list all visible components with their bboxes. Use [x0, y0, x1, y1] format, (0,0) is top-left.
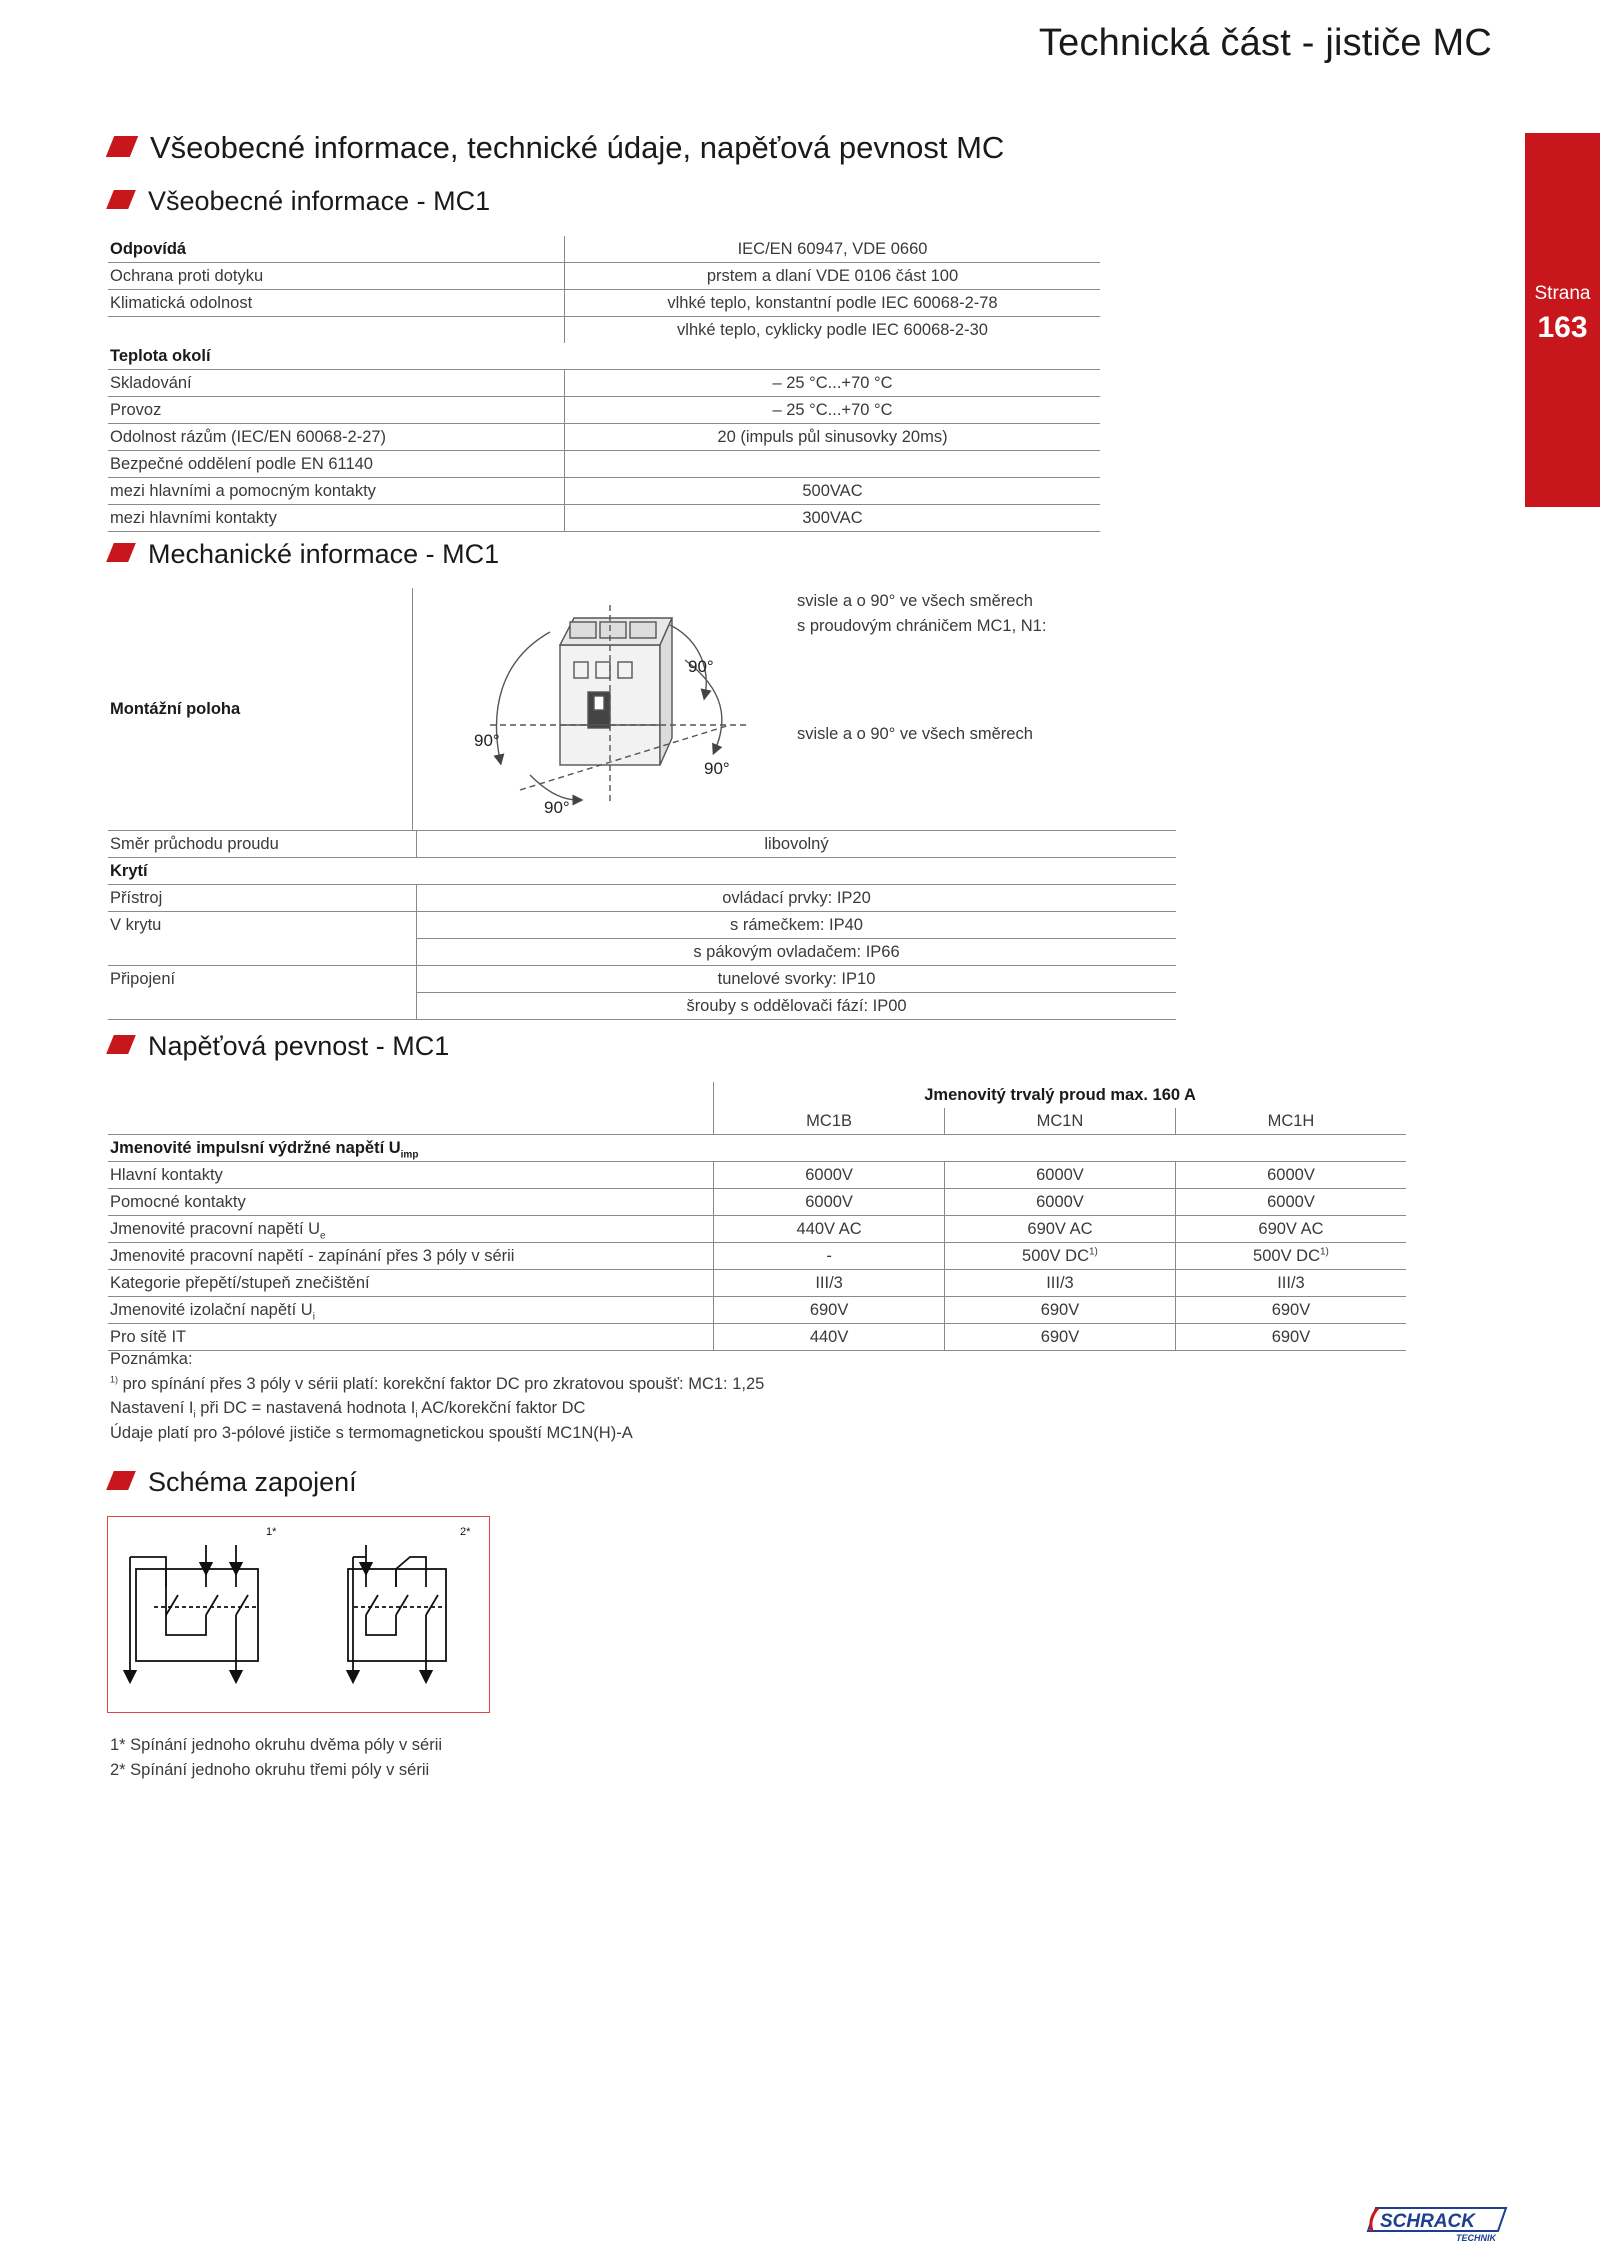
page-number: 163 [1537, 311, 1588, 344]
row-value: s rámečkem: IP40 [417, 912, 1177, 939]
table-row [108, 290, 1100, 317]
row-label: Klimatická odolnost [108, 290, 565, 317]
column-header: MC1N [944, 1108, 1175, 1135]
angle-label: 90° [544, 798, 570, 817]
row-label: Pro sítě IT [108, 1324, 714, 1351]
table-row [108, 343, 1100, 370]
table-row [108, 1189, 1406, 1216]
page-tab-label: Strana [1534, 283, 1591, 304]
table-row [108, 1243, 1406, 1270]
angle-label: 90° [704, 759, 730, 778]
row-label: Jmenovité pracovní napětí - zapínání přes 3 póly v sérii [108, 1243, 714, 1270]
row-value [565, 451, 1101, 478]
table-row [108, 505, 1100, 532]
section-heading-text: Schéma zapojení [148, 1467, 357, 1497]
table-row [108, 397, 1100, 424]
cell-value: 6000V [1175, 1189, 1406, 1216]
cell-value: 500V DC$^{1)}$ [1175, 1243, 1406, 1270]
table-row [108, 236, 1100, 263]
cell-value: 440V AC [714, 1216, 945, 1243]
mounting-position-label: Montážní poloha [110, 700, 241, 718]
section-heading-schema [110, 1467, 357, 1498]
table-header-row [108, 1082, 1406, 1108]
diagram-label: 2* [460, 1526, 471, 1538]
row-label: mezi hlavními kontakty [108, 505, 565, 532]
row-value [565, 343, 1101, 370]
row-label: Jmenovité pracovní napětí $U_e$ [108, 1216, 714, 1243]
cell-value: III/3 [1175, 1270, 1406, 1297]
mechanical-info-table [108, 831, 1176, 1020]
mounting-note-2: svisle a o 90° ve všech směrech [797, 725, 1033, 743]
row-value: – 25 °C...+70 °C [565, 370, 1101, 397]
section-heading-text: Napěťová pevnost - MC1 [148, 1031, 450, 1061]
note-line: Údaje platí pro 3-pólové jističe s termomagnetickou spouští MC1N(H)-A [110, 1423, 633, 1442]
table-row [108, 424, 1100, 451]
row-label: Krytí [108, 858, 417, 885]
wiring-diagram-svg [108, 1517, 489, 1712]
legend-item: 1* Spínání jednoho okruhu dvěma póly v sérii [110, 1736, 443, 1754]
table-row [108, 885, 1176, 912]
angle-label: 90° [474, 731, 500, 750]
row-value [417, 858, 1177, 885]
table-row [108, 912, 1176, 939]
row-label: Jmenovité impulsní výdržné napětí $U_{imp}$ [108, 1135, 714, 1162]
logo-text: SCHRACK [1380, 2211, 1475, 2232]
row-value: – 25 °C...+70 °C [565, 397, 1101, 424]
cell-value: 690V [714, 1297, 945, 1324]
row-label: Skladování [108, 370, 565, 397]
table-row [108, 993, 1176, 1020]
group-header: Jmenovitý trvalý proud max. 160 A [714, 1082, 1406, 1108]
section-heading-mechanical [110, 539, 499, 570]
row-label [108, 993, 417, 1020]
row-value: tunelové svorky: IP10 [417, 966, 1177, 993]
row-label: Teplota okolí [108, 343, 565, 370]
logo-subtext: TECHNIK [1456, 2233, 1496, 2243]
mounting-note-line2: s proudovým chráničem MC1, N1: [797, 617, 1047, 635]
row-label: Provoz [108, 397, 565, 424]
row-label: Směr průchodu proudu [108, 831, 417, 858]
notes-title: Poznámka: [110, 1350, 193, 1368]
heading-marker-icon [106, 136, 138, 157]
table-row [108, 966, 1176, 993]
legend-item: 2* Spínání jednoho okruhu třemi póly v sérii [110, 1760, 430, 1779]
table-row [108, 451, 1100, 478]
cell-value: 690V AC [944, 1216, 1175, 1243]
section-heading-text: Mechanické informace - MC1 [148, 539, 500, 569]
row-label: Kategorie přepětí/stupeň znečištění [108, 1270, 714, 1297]
section-heading-general [110, 186, 490, 217]
table-row [108, 831, 1176, 858]
cell-value: 690V AC [1175, 1216, 1406, 1243]
table-divider [412, 588, 413, 830]
row-value: 20 (impuls půl sinusovky 20ms) [565, 424, 1101, 451]
cell-value: 690V [944, 1297, 1175, 1324]
row-label: Bezpečné oddělení podle EN 61140 [108, 451, 565, 478]
row-value: s pákovým ovladačem: IP66 [417, 939, 1177, 966]
column-header: MC1H [1175, 1108, 1406, 1135]
mounting-note-line1: svisle a o 90° ve všech směrech [797, 592, 1033, 610]
diagram-legend [110, 1733, 442, 1782]
cell-value: 690V [944, 1324, 1175, 1351]
row-value: prstem a dlaní VDE 0106 část 100 [565, 263, 1101, 290]
row-value: vlhké teplo, konstantní podle IEC 60068-2-78 [565, 290, 1101, 317]
row-label: V krytu [110, 916, 162, 935]
row-label: Hlavní kontakty [108, 1162, 714, 1189]
note-line: $^{1)}$ pro spínání přes 3 póly v sérii platí: korekční faktor DC pro zkratovou spoušť: MC1: 1,25 [110, 1374, 765, 1393]
cell-value: 6000V [944, 1162, 1175, 1189]
cell-value: III/3 [944, 1270, 1175, 1297]
table-row [108, 1216, 1406, 1243]
row-label: Přístroj [108, 885, 417, 912]
table-header-row [108, 1108, 1406, 1135]
cell-value: 690V [1175, 1324, 1406, 1351]
row-label [108, 939, 417, 966]
table-row [108, 1297, 1406, 1324]
row-label: Připojení [110, 970, 176, 989]
cell-value: 690V [1175, 1297, 1406, 1324]
page-tab [1525, 133, 1600, 507]
row-label: Ochrana proti dotyku [108, 263, 565, 290]
row-value: ovládací prvky: IP20 [417, 885, 1177, 912]
cell-value: III/3 [714, 1270, 945, 1297]
page-header-title: Technická část - jističe MC [1038, 22, 1492, 64]
cell-value: 6000V [714, 1189, 945, 1216]
table-row [108, 939, 1176, 966]
cell-value: 6000V [1175, 1162, 1406, 1189]
heading-marker-icon [106, 1471, 136, 1490]
row-label [108, 317, 565, 344]
row-value: IEC/EN 60947, VDE 0660 [565, 236, 1101, 263]
row-label: Odolnost rázům (IEC/EN 60068-2-27) [108, 424, 565, 451]
schrack-logo [1366, 2205, 1508, 2245]
table-row [108, 1135, 1406, 1162]
notes [110, 1347, 764, 1445]
cell-value: - [714, 1243, 945, 1270]
angle-label: 90° [688, 657, 714, 676]
main-heading [110, 130, 1004, 166]
table-row [108, 370, 1100, 397]
diagram-label: 1* [266, 1526, 277, 1538]
row-value: šrouby s oddělovači fází: IP00 [417, 993, 1177, 1020]
table-row [108, 317, 1100, 344]
voltage-strength-table [108, 1082, 1406, 1351]
row-label: Jmenovité izolační napětí $U_i$ [108, 1297, 714, 1324]
cell-value: 500V DC$^{1)}$ [944, 1243, 1175, 1270]
cell-value: 6000V [714, 1162, 945, 1189]
mounting-position-figure [460, 600, 780, 825]
heading-marker-icon [106, 543, 136, 562]
row-label: mezi hlavními a pomocným kontakty [108, 478, 565, 505]
cell-value: 6000V [944, 1189, 1175, 1216]
table-row [108, 858, 1176, 885]
general-info-table [108, 236, 1100, 532]
row-value: libovolný [417, 831, 1177, 858]
heading-marker-icon [106, 1035, 136, 1054]
note-line: Nastavení $I_i$ při DC = nastavená hodnota $I_i$ AC/korekční faktor DC [110, 1399, 586, 1421]
row-label: Odpovídá [108, 236, 565, 263]
main-heading-text: Všeobecné informace, technické údaje, napěťová pevnost MC [150, 130, 1005, 165]
table-row [108, 478, 1100, 505]
table-row [108, 1162, 1406, 1189]
cell-value: 440V [714, 1324, 945, 1351]
wiring-diagram [107, 1516, 490, 1713]
heading-marker-icon [106, 190, 136, 209]
column-header: MC1B [714, 1108, 945, 1135]
section-heading-text: Všeobecné informace - MC1 [148, 186, 491, 216]
section-heading-voltage [110, 1031, 449, 1062]
row-label: Pomocné kontakty [108, 1189, 714, 1216]
row-value: vlhké teplo, cyklicky podle IEC 60068-2-30 [565, 317, 1101, 344]
table-row [108, 1270, 1406, 1297]
row-value: 500VAC [565, 478, 1101, 505]
row-value: 300VAC [565, 505, 1101, 532]
table-row [108, 263, 1100, 290]
